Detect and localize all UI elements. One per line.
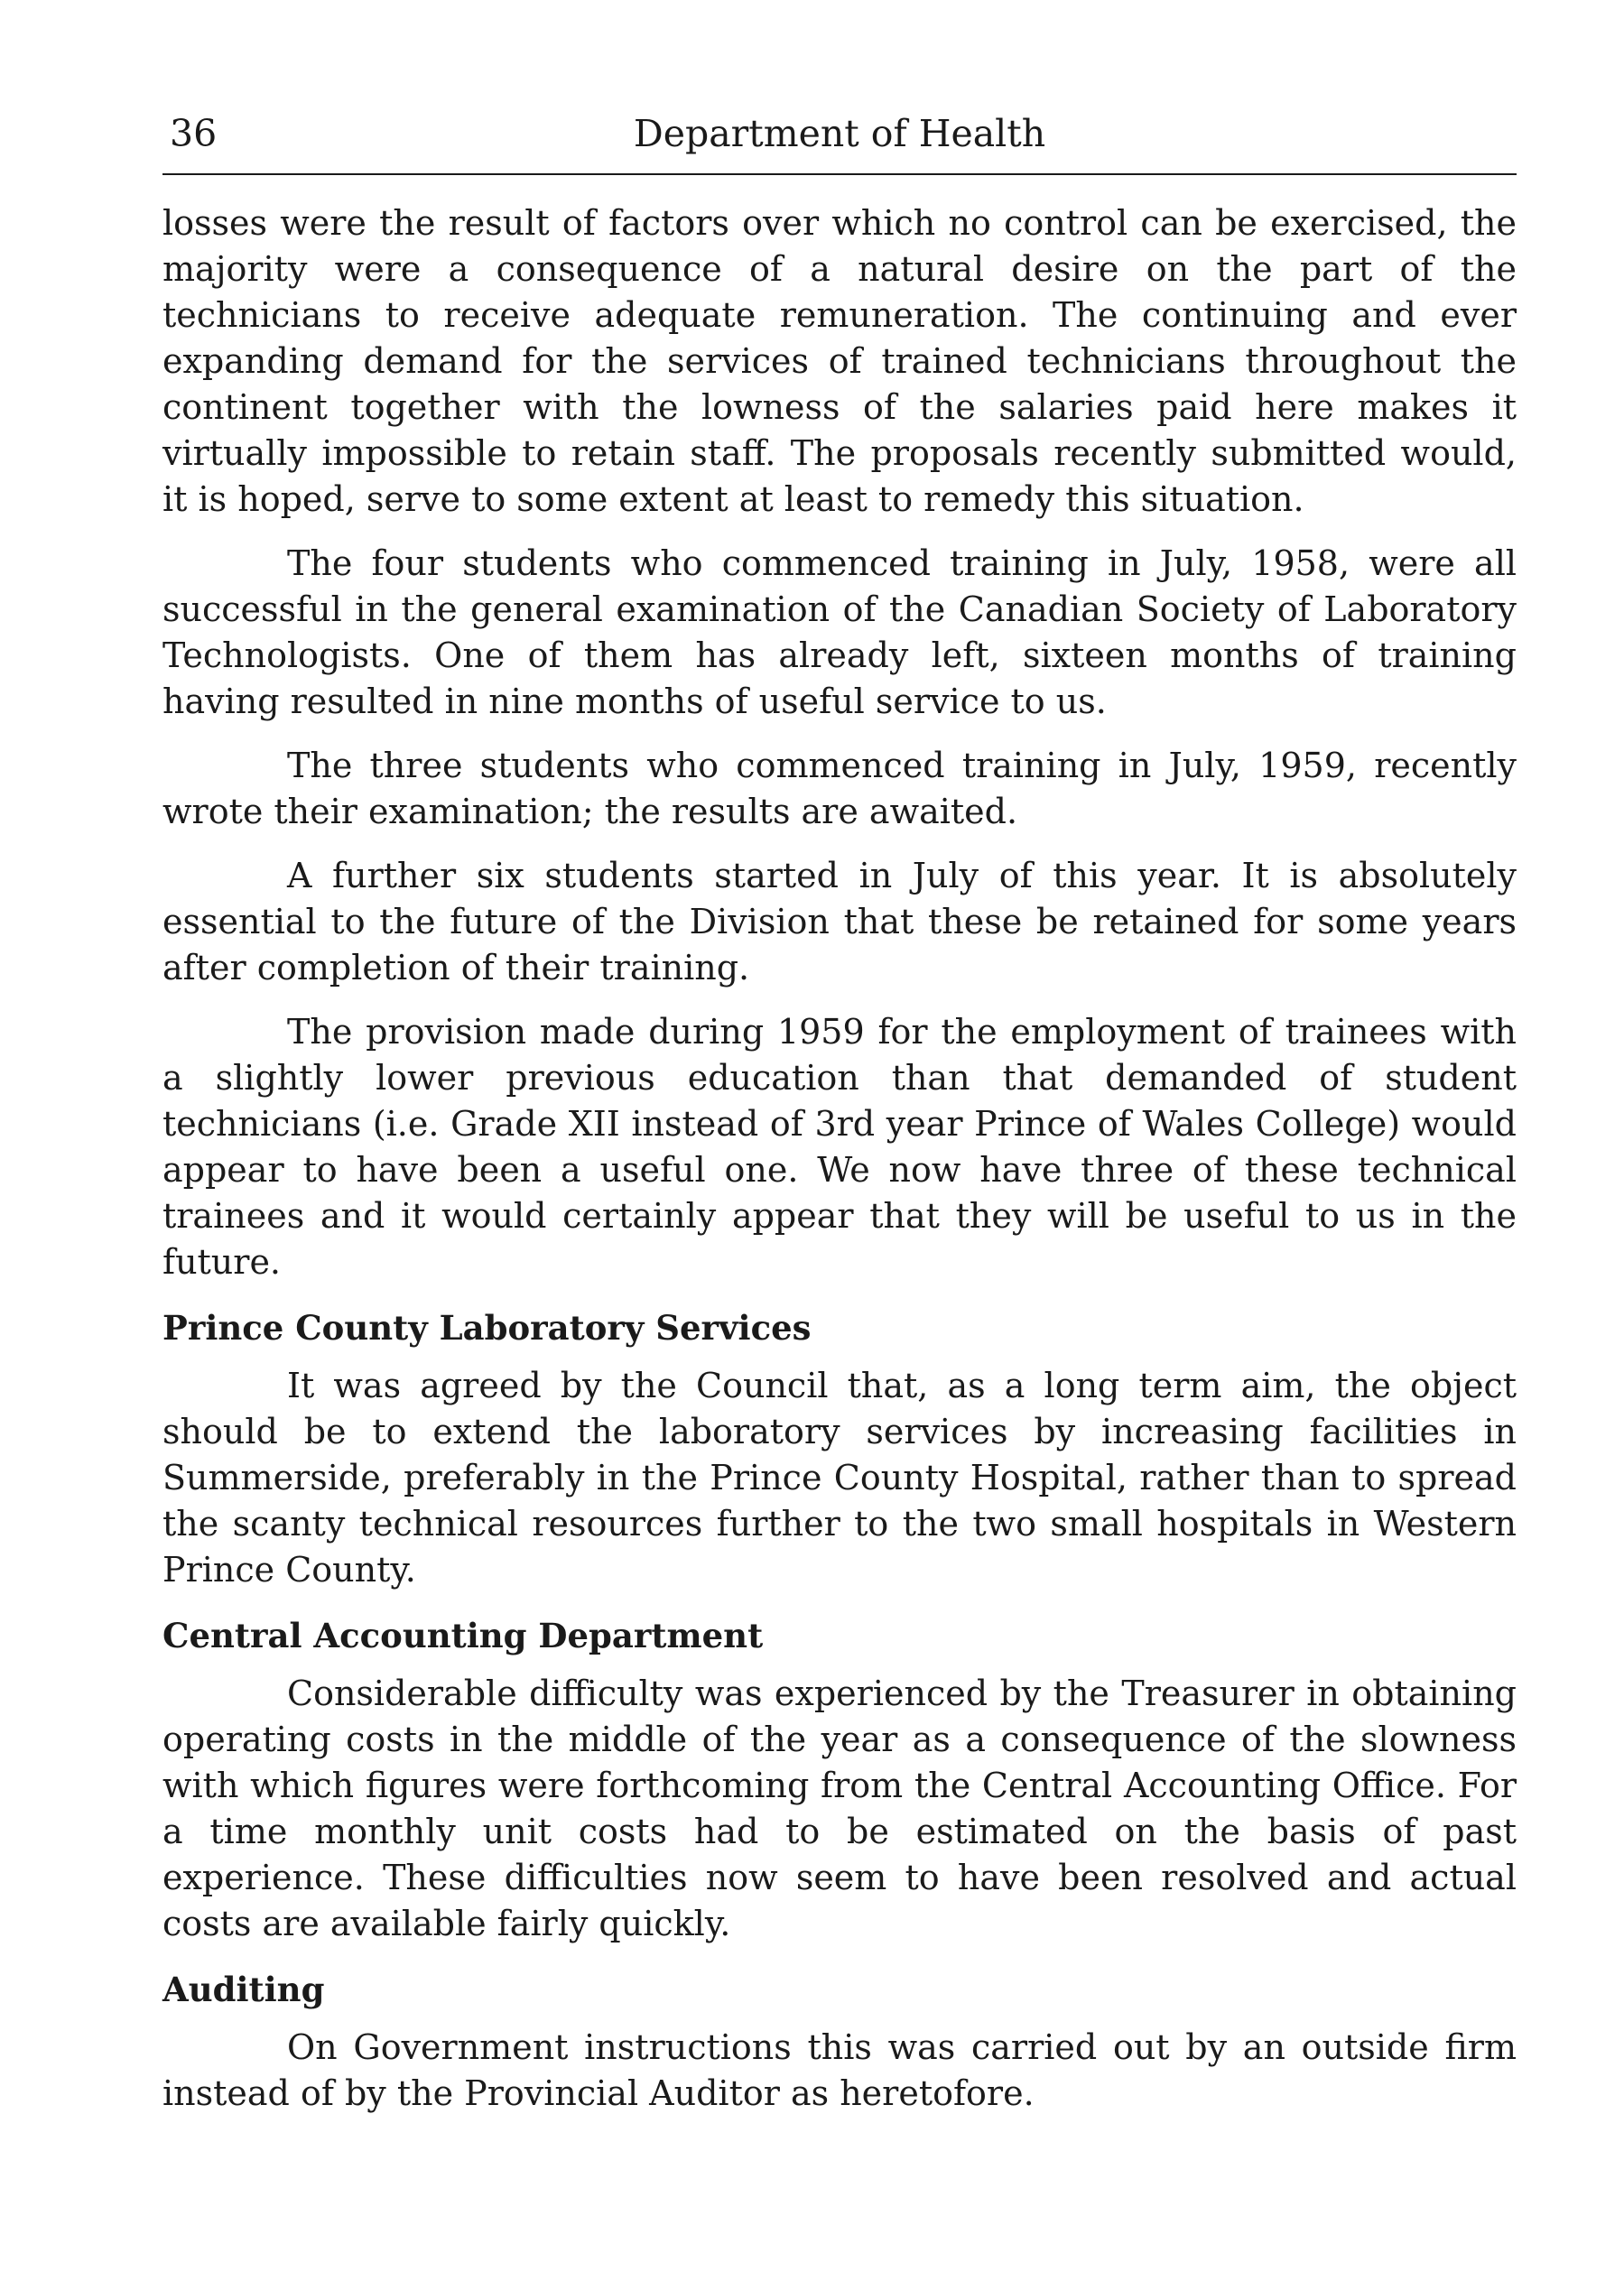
section-heading-prince-county: Prince County Laboratory Services (162, 1308, 812, 1348)
section-heading-auditing: Auditing (162, 1970, 325, 2009)
paragraph-continued: losses were the result of factors over which no control can be exercised, the majority were a consequence of a natural desire on the part of the technicians to receive adequate remuneration. The continuing and ever expanding demand for the services of trained technicians throughout the continent together with the lowness of the salaries paid here makes it virtually impossible to retain staff. The proposals recently submitted would, it is hoped, serve to some extent at least to remedy this situation. (162, 203, 1517, 519)
section-text-central-accounting: Considerable difficulty was experienced by the Treasurer in obtaining operating costs in the middle of the year as a consequence of the slowness with which figures were forthcoming from the Central Accounting Office. For a time monthly unit costs had to be estimated on the basis of past experience. These difficulties now seem to have been resolved and actual costs are available fairly quickly. (162, 1674, 1517, 1943)
running-head: Department of Health (633, 112, 1046, 155)
body-text (162, 200, 1517, 2135)
section-heading-central-accounting: Central Accounting Department (162, 1616, 764, 1655)
page-header (162, 112, 1517, 162)
section-text-auditing: On Government instructions this was carried out by an outside firm instead of by the Provincial Auditor as heretofore. (162, 2027, 1517, 2113)
header-rule (162, 173, 1517, 175)
section-text-prince-county: It was agreed by the Council that, as a long term aim, the object should be to extend the laboratory services by increasing facilities in Summerside, preferably in the Prince County Hospital, rather than to spread the scanty technical resources further to the two small hospitals in Western Prince County. (162, 1366, 1517, 1590)
page-number: 36 (170, 112, 218, 155)
paragraph-students-1958: The four students who commenced training in July, 1958, were all successful in the general examination of the Canadian Society of Laboratory Technologists. One of them has already left, sixteen months of training having resulted in nine months of useful service to us. (162, 543, 1517, 721)
paragraph-students-1959: The three students who commenced training in July, 1959, recently wrote their examination; the results are awaited. (162, 746, 1517, 831)
document-page (162, 0, 1517, 2281)
paragraph-new-students: A further six students started in July of this year. It is absolutely essential to the future of the Division that these be retained for some years after completion of their training. (162, 856, 1517, 988)
paragraph-trainees: The provision made during 1959 for the employment of trainees with a slightly lower previous education than that demanded of student technicians (i.e. Grade XII instead of 3rd year Prince of Wales College) would appear to have been a useful one. We now have three of these technical trainees and it would certainly appear that they will be useful to us in the future. (162, 1012, 1517, 1282)
